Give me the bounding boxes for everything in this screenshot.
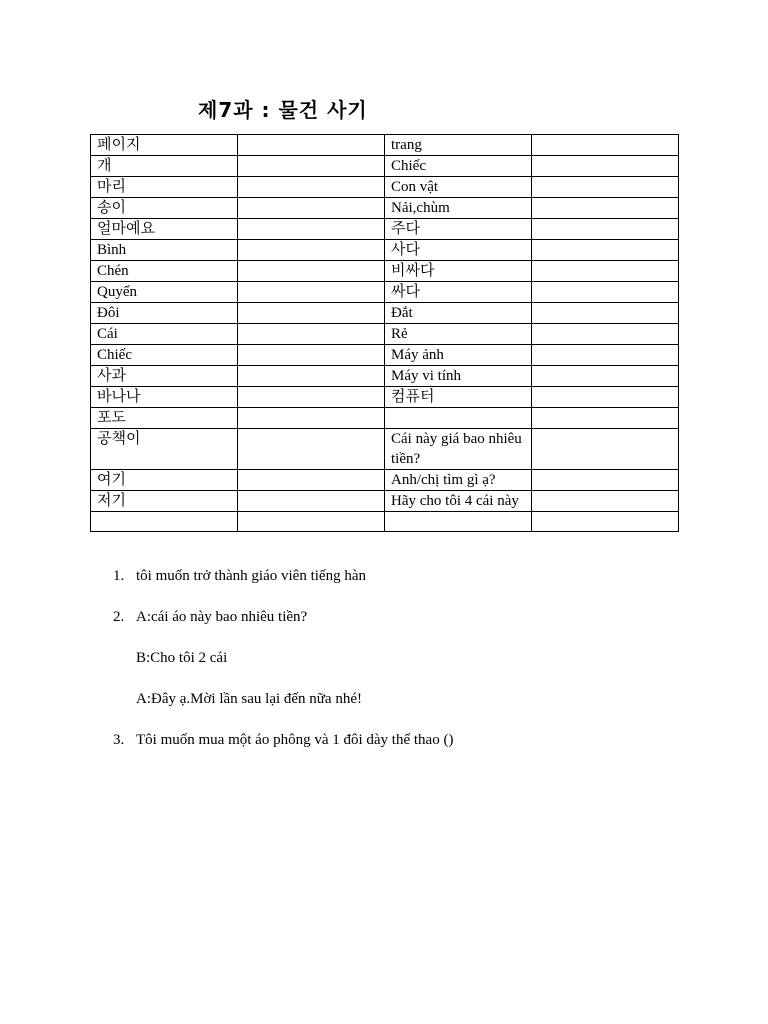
table-cell: Cái — [91, 324, 238, 345]
table-row — [91, 240, 679, 261]
table-cell: 공책이 — [91, 429, 238, 470]
sentence-line: tôi muốn trở thành giáo viên tiếng hàn — [136, 568, 366, 584]
exercise-sentence — [113, 566, 673, 586]
exercise-sentence — [113, 730, 673, 750]
table-cell — [238, 198, 385, 219]
sentence-line: A:cái áo này bao nhiêu tiền? — [136, 609, 308, 625]
table-cell — [532, 491, 679, 512]
table-row — [91, 470, 679, 491]
table-cell: Quyển — [91, 282, 238, 303]
table-cell — [238, 324, 385, 345]
table-cell: Cái này giá bao nhiêu tiền? — [385, 429, 532, 470]
table-cell — [238, 240, 385, 261]
table-cell — [238, 470, 385, 491]
list-number: 2. — [113, 609, 125, 625]
table-cell — [238, 261, 385, 282]
table-cell: Chiếc — [91, 345, 238, 366]
list-number: 3. — [113, 732, 125, 748]
table-row — [91, 345, 679, 366]
table-cell: 마리 — [91, 177, 238, 198]
table-cell: Máy vi tính — [385, 366, 532, 387]
table-row — [91, 156, 679, 177]
table-row — [91, 512, 679, 532]
vocabulary-table — [90, 134, 679, 532]
table-row — [91, 177, 679, 198]
table-row — [91, 282, 679, 303]
table-cell — [238, 177, 385, 198]
table-row — [91, 261, 679, 282]
table-cell — [532, 324, 679, 345]
table-cell — [238, 408, 385, 429]
table-cell: Bình — [91, 240, 238, 261]
table-cell: 싸다 — [385, 282, 532, 303]
table-cell — [532, 303, 679, 324]
table-cell — [532, 387, 679, 408]
table-row — [91, 135, 679, 156]
table-cell — [238, 387, 385, 408]
table-row — [91, 324, 679, 345]
table-cell — [532, 177, 679, 198]
table-cell: 비싸다 — [385, 261, 532, 282]
table-cell: Hãy cho tôi 4 cái này — [385, 491, 532, 512]
table-cell — [238, 303, 385, 324]
table-cell — [532, 408, 679, 429]
table-cell: 얼마예요 — [91, 219, 238, 240]
table-row — [91, 429, 679, 470]
table-cell — [238, 135, 385, 156]
table-cell — [238, 282, 385, 303]
table-cell — [532, 512, 679, 532]
table-cell — [532, 470, 679, 491]
table-cell: Nải,chùm — [385, 198, 532, 219]
sentence-line: B:Cho tôi 2 cái — [136, 650, 228, 666]
sentence-line: Tôi muốn mua một áo phông và 1 đôi dày thể thao () — [136, 732, 454, 748]
table-cell — [91, 512, 238, 532]
table-cell — [532, 135, 679, 156]
table-cell — [532, 366, 679, 387]
table-cell: 저기 — [91, 491, 238, 512]
table-cell: 컴퓨터 — [385, 387, 532, 408]
table-cell: 포도 — [91, 408, 238, 429]
table-cell — [532, 261, 679, 282]
table-cell — [532, 156, 679, 177]
table-cell — [238, 345, 385, 366]
table-cell: Rẻ — [385, 324, 532, 345]
table-cell: Anh/chị tìm gì ạ? — [385, 470, 532, 491]
table-cell — [532, 219, 679, 240]
table-cell: Chiếc — [385, 156, 532, 177]
vocabulary-table-body — [91, 135, 679, 532]
table-row — [91, 366, 679, 387]
table-cell — [238, 219, 385, 240]
table-row — [91, 219, 679, 240]
table-cell: Máy ảnh — [385, 345, 532, 366]
table-cell — [238, 156, 385, 177]
table-cell: 사다 — [385, 240, 532, 261]
table-cell: Đôi — [91, 303, 238, 324]
table-cell — [532, 429, 679, 470]
table-cell — [238, 491, 385, 512]
table-cell — [238, 366, 385, 387]
list-number: 1. — [113, 568, 125, 584]
page-title: 제7과 : 물건 사기 — [198, 98, 368, 122]
table-row — [91, 491, 679, 512]
table-cell — [238, 429, 385, 470]
table-cell — [385, 512, 532, 532]
table-row — [91, 198, 679, 219]
table-row — [91, 303, 679, 324]
table-cell — [532, 198, 679, 219]
table-cell: 송이 — [91, 198, 238, 219]
table-cell: 여기 — [91, 470, 238, 491]
exercise-sentence-list — [113, 566, 673, 771]
table-cell — [532, 282, 679, 303]
table-cell: 사과 — [91, 366, 238, 387]
sentence-line: A:Đây ạ.Mời lần sau lại đến nữa nhé! — [136, 691, 362, 707]
exercise-sentence — [113, 607, 673, 709]
table-row — [91, 387, 679, 408]
table-cell: 개 — [91, 156, 238, 177]
table-cell — [238, 512, 385, 532]
table-cell — [532, 345, 679, 366]
table-cell — [385, 408, 532, 429]
table-cell: 주다 — [385, 219, 532, 240]
table-cell: 바나나 — [91, 387, 238, 408]
table-cell — [532, 240, 679, 261]
table-cell: Đắt — [385, 303, 532, 324]
table-cell: Con vật — [385, 177, 532, 198]
table-cell: trang — [385, 135, 532, 156]
table-row — [91, 408, 679, 429]
table-cell: 페이지 — [91, 135, 238, 156]
table-cell: Chén — [91, 261, 238, 282]
